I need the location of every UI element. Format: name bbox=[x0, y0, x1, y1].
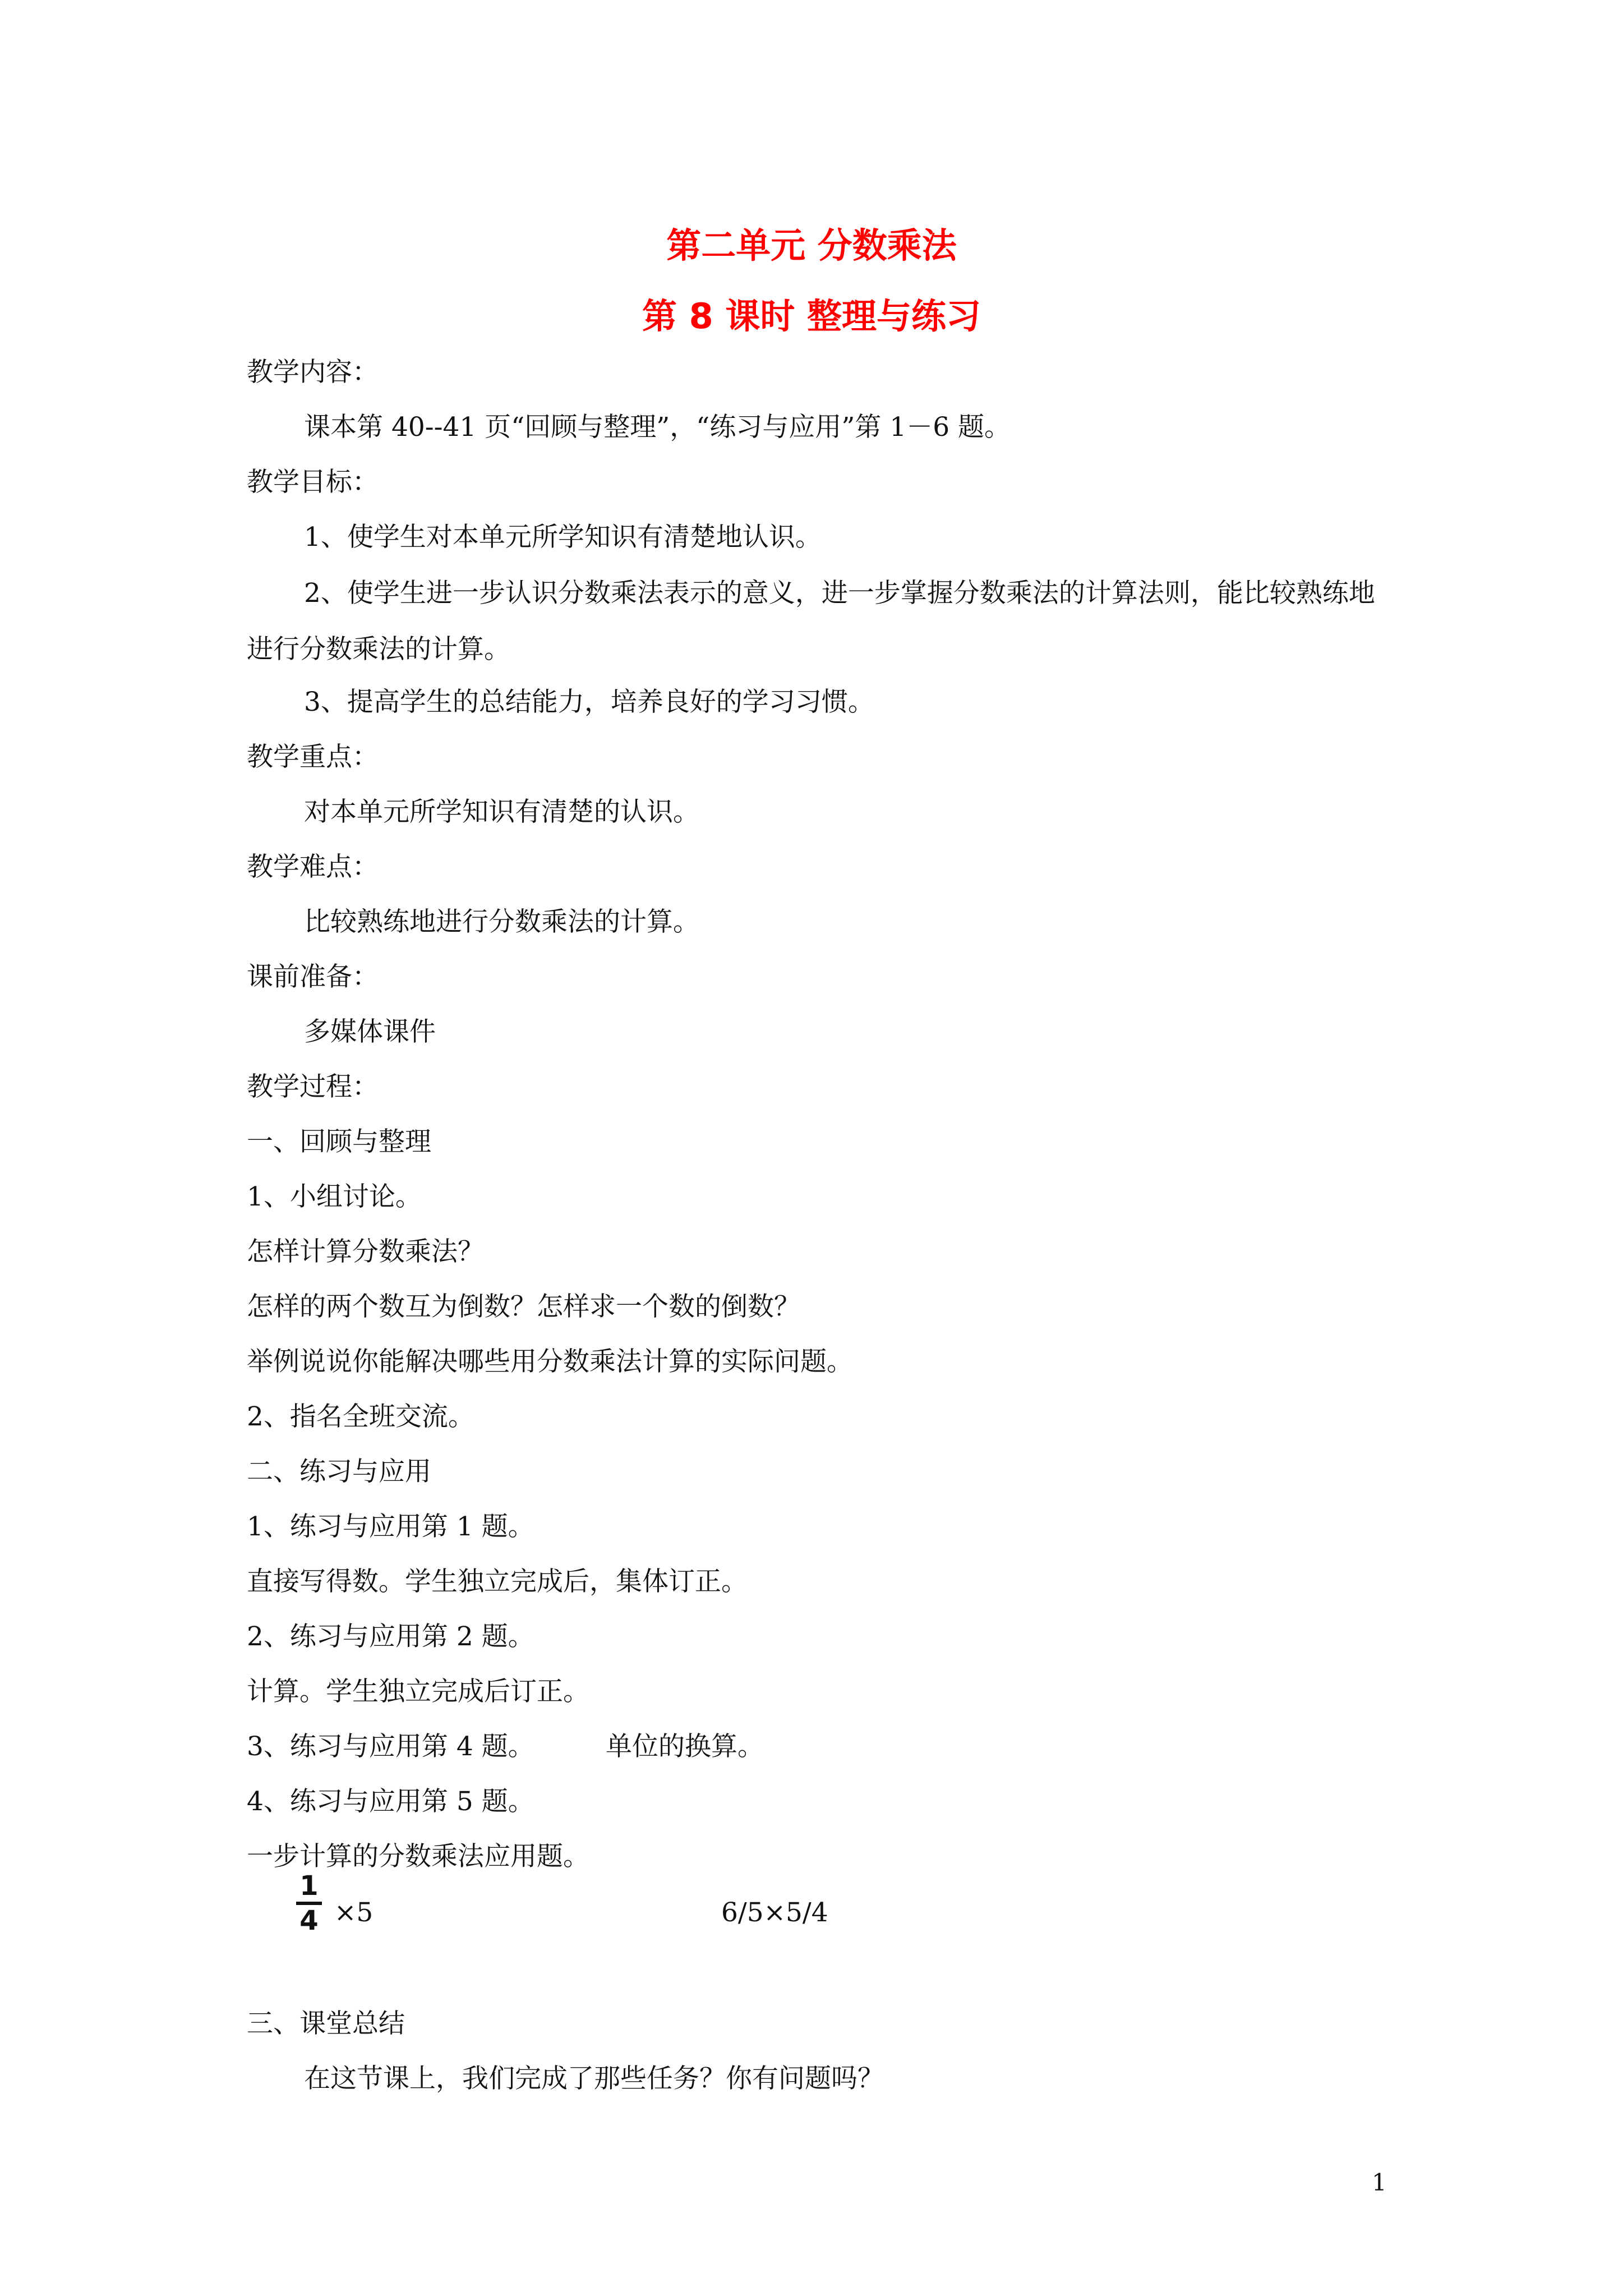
section-1-question-1: 怎样计算分数乘法？ bbox=[247, 1236, 484, 1267]
section-1-title: 一、回顾与整理 bbox=[247, 1126, 431, 1157]
fraction-one-quarter bbox=[296, 1872, 322, 1934]
section-2-item-3: 3、练习与应用第 4 题。 bbox=[247, 1731, 534, 1762]
goal-3: 3、提高学生的总结能力，培养良好的学习习惯。 bbox=[304, 687, 874, 717]
process-heading: 教学过程： bbox=[247, 1071, 379, 1102]
expression-1-rest: ×5 bbox=[334, 1897, 374, 1928]
difficulty-text: 比较熟练地进行分数乘法的计算。 bbox=[304, 907, 699, 937]
content-heading: 教学内容： bbox=[247, 357, 379, 388]
fraction-denominator: 4 bbox=[299, 1905, 319, 1936]
prep-heading: 课前准备： bbox=[247, 961, 379, 992]
section-1-item-2: 2、指名全班交流。 bbox=[247, 1401, 474, 1432]
key-heading: 教学重点： bbox=[247, 742, 379, 772]
section-2-item-1: 1、练习与应用第 1 题。 bbox=[247, 1511, 534, 1542]
key-text: 对本单元所学知识有清楚的认识。 bbox=[304, 797, 699, 827]
section-2-item-2: 2、练习与应用第 2 题。 bbox=[247, 1621, 534, 1652]
section-3-text: 在这节课上，我们完成了那些任务？你有问题吗？ bbox=[304, 2063, 884, 2094]
prep-text: 多媒体课件 bbox=[304, 1016, 436, 1047]
difficulty-heading: 教学难点： bbox=[247, 852, 379, 882]
section-2-item-3-note: 单位的换算。 bbox=[606, 1731, 764, 1762]
expression-2: 6/5×5/4 bbox=[721, 1897, 828, 1928]
section-1-item-1: 1、小组讨论。 bbox=[247, 1181, 422, 1212]
section-2-item-1-note: 直接写得数。学生独立完成后，集体订正。 bbox=[247, 1566, 748, 1597]
section-2-item-2-note: 计算。学生独立完成后订正。 bbox=[247, 1676, 589, 1707]
section-1-question-2: 怎样的两个数互为倒数？怎样求一个数的倒数？ bbox=[247, 1291, 800, 1322]
goal-1: 1、使学生对本单元所学知识有清楚地认识。 bbox=[304, 522, 822, 553]
page-number: 1 bbox=[1372, 2169, 1387, 2196]
lesson-title: 第 8 课时 整理与练习 bbox=[642, 296, 981, 337]
section-1-question-3: 举例说说你能解决哪些用分数乘法计算的实际问题。 bbox=[247, 1346, 853, 1377]
section-2-item-4-note: 一步计算的分数乘法应用题。 bbox=[247, 1841, 589, 1872]
section-2-title: 二、练习与应用 bbox=[247, 1456, 431, 1487]
content-text: 课本第 40--41 页“回顾与整理”，“练习与应用”第 1－6 题。 bbox=[304, 412, 1011, 443]
goal-2: 2、使学生进一步认识分数乘法表示的意义，进一步掌握分数乘法的计算法则，能比较熟练地进行分数乘法的计算。 bbox=[247, 578, 1375, 665]
goals-heading: 教学目标： bbox=[247, 467, 379, 498]
unit-title: 第二单元 分数乘法 bbox=[666, 225, 957, 266]
section-3-title: 三、课堂总结 bbox=[247, 2008, 405, 2039]
fraction-numerator: 1 bbox=[299, 1870, 319, 1902]
section-2-item-4: 4、练习与应用第 5 题。 bbox=[247, 1786, 534, 1817]
